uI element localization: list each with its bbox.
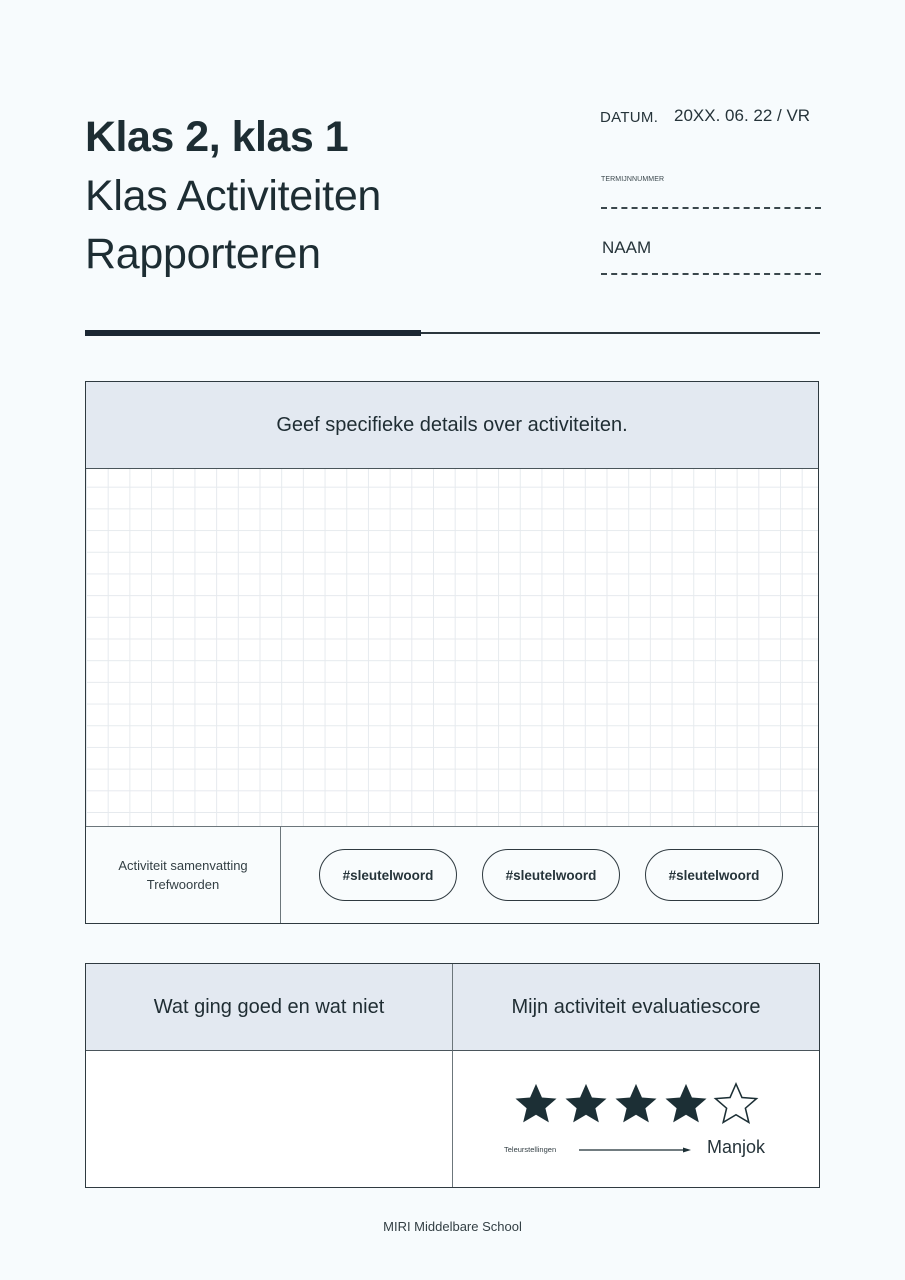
activity-details-grid[interactable] bbox=[86, 469, 818, 827]
activity-details-heading: Geef specifieke details over activiteiten. bbox=[276, 413, 628, 436]
star-filled-icon[interactable] bbox=[613, 1081, 659, 1127]
page-subtitle-line2: Rapporteren bbox=[85, 230, 321, 278]
footer-school-name: MIRI Middelbare School bbox=[383, 1219, 522, 1234]
score-panel bbox=[453, 1051, 819, 1187]
activity-details-section bbox=[85, 381, 819, 924]
summary-label-line2: Trefwoorden bbox=[146, 877, 220, 892]
star-empty-icon[interactable] bbox=[713, 1081, 759, 1127]
term-number-label: TERMIJNNUMMER bbox=[601, 176, 665, 183]
star-rating[interactable] bbox=[513, 1081, 759, 1127]
page-subtitle-line1: Klas Activiteiten bbox=[85, 172, 382, 220]
score-header bbox=[453, 964, 819, 1051]
header-divider-accent bbox=[85, 330, 421, 336]
term-number-field[interactable] bbox=[601, 207, 821, 209]
star-filled-icon[interactable] bbox=[513, 1081, 559, 1127]
score-heading: Mijn activiteit evaluatiescore bbox=[511, 995, 761, 1018]
arrow-right-icon bbox=[579, 1147, 691, 1153]
star-filled-icon[interactable] bbox=[663, 1081, 709, 1127]
evaluation-section bbox=[85, 963, 820, 1188]
went-well-heading: Wat ging goed en wat niet bbox=[153, 995, 385, 1018]
activity-details-header bbox=[86, 382, 818, 469]
activity-summary-row bbox=[86, 827, 818, 923]
date-value: 20XX. 06. 22 / VR bbox=[674, 106, 811, 125]
date-label: DATUM. bbox=[600, 109, 659, 126]
keyword-tag-1[interactable]: #sleutelwoord bbox=[319, 849, 457, 901]
page-title: Klas 2, klas 1 bbox=[85, 113, 349, 161]
scale-high-label: Manjok bbox=[707, 1137, 766, 1157]
keyword-tag-3[interactable]: #sleutelwoord bbox=[645, 849, 783, 901]
activity-summary-label bbox=[86, 827, 281, 923]
name-field[interactable] bbox=[601, 273, 821, 275]
went-well-header bbox=[86, 964, 453, 1051]
scale-low-label: Teleurstellingen bbox=[504, 1145, 557, 1154]
keyword-tag-2[interactable]: #sleutelwoord bbox=[482, 849, 620, 901]
star-filled-icon[interactable] bbox=[563, 1081, 609, 1127]
summary-label-line1: Activiteit samenvatting bbox=[118, 858, 248, 873]
name-label: NAAM bbox=[602, 238, 652, 257]
went-well-field[interactable] bbox=[86, 1051, 453, 1187]
